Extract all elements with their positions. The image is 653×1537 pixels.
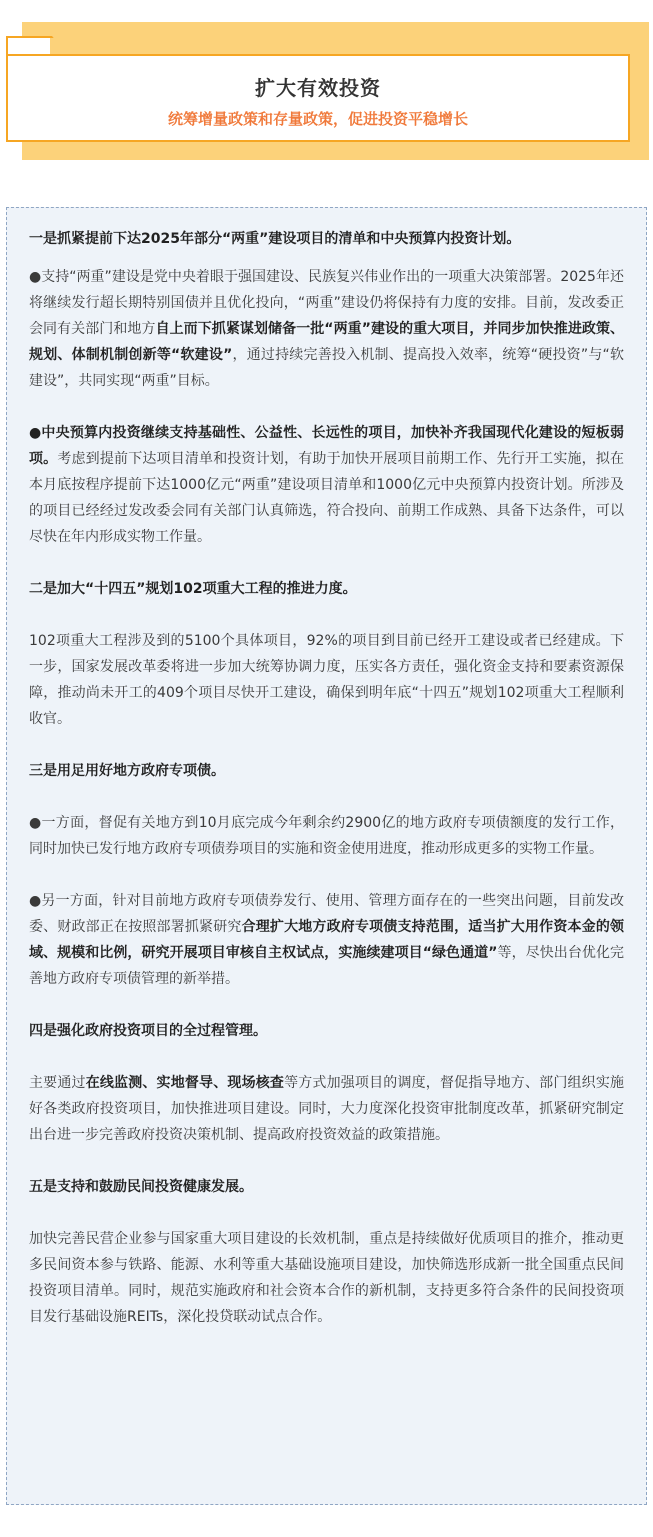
section-1-paragraph-1: ●支持“两重”建设是党中央着眼于强国建设、民族复兴伟业作出的一项重大决策部署。2025年还将继续发行超长期特别国债并且优化投向，“两重”建设仍将保持有力度的安排。目前，发改委正会同有关部门和地方自上而下抓紧谋划储备一批“两重”建设的重大项目，并同步加快推进政策、规划、体制机制创新等“软建设”，通过持续完善投入机制、提高投入效率，统筹“硬投资”与“软建设”，共同实现“两重”目标。 bbox=[29, 269, 625, 389]
section-4-heading: 四是强化政府投资项目的全过程管理。 bbox=[29, 1023, 267, 1039]
section-4-paragraph-1: 主要通过在线监测、实地督导、现场核查等方式加强项目的调度，督促指导地方、部门组织实施好各类政府投资项目，加快推进项目建设。同时，大力度深化投资审批制度改革，抓紧研究制定出台进一步完善政府投资决策机制、提高政府投资效益的政策措施。 bbox=[29, 1075, 625, 1143]
section-1-paragraph-2: ●中央预算内投资继续支持基础性、公益性、长远性的项目，加快补齐我国现代化建设的短板弱项。考虑到提前下达项目清单和投资计划，有助于加快开展项目前期工作、先行开工实施，拟在本月底按程序提前下达1000亿元“两重”建设项目清单和1000亿元中央预算内投资计划。所涉及的项目已经经过发改委会同有关部门认真筛选，符合投向、前期工作成熟、具备下达条件，可以尽快在年内形成实物工作量。 bbox=[29, 425, 624, 545]
header-tab-decoration bbox=[6, 36, 50, 56]
article-body bbox=[6, 207, 647, 1505]
section-3-paragraph-1: ●一方面，督促有关地方到10月底完成今年剩余约2900亿的地方政府专项债额度的发行工作，同时加快已发行地方政府专项债券项目的实施和资金使用进度，推动形成更多的实物工作量。 bbox=[29, 815, 624, 857]
page-title: 扩大有效投资 bbox=[255, 76, 381, 100]
section-5-paragraph-1: 加快完善民营企业参与国家重大项目建设的长效机制，重点是持续做好优质项目的推介，推动更多民间资本参与铁路、能源、水利等重大基础设施项目建设，加快筛选形成新一批全国重点民间投资项目清单。同时，规范实施政府和社会资本合作的新机制，支持更多符合条件的民间投资项目发行基础设施REITs，深化投贷联动试点合作。 bbox=[29, 1231, 624, 1325]
section-3-heading: 三是用足用好地方政府专项债。 bbox=[29, 763, 225, 779]
section-2-heading: 二是加大“十四五”规划102项重大工程的推进力度。 bbox=[29, 581, 357, 597]
bold-text: 合理扩大地方政府专项债支持范围，适当扩大用作资本金的领域、规模和比例，研究开展项目审核自主权试点，实施续建项目“绿色通道” bbox=[29, 919, 624, 961]
section-3-paragraph-2: ●另一方面，针对目前地方政府专项债券发行、使用、管理方面存在的一些突出问题，目前发改委、财政部正在按照部署抓紧研究合理扩大地方政府专项债支持范围，适当扩大用作资本金的领域、规模和比例，研究开展项目审核自主权试点，实施续建项目“绿色通道”等，尽快出台优化完善地方政府专项债管理的新举措。 bbox=[29, 893, 625, 987]
section-5-heading: 五是支持和鼓励民间投资健康发展。 bbox=[29, 1179, 253, 1195]
header-banner bbox=[0, 0, 653, 165]
section-1-heading: 一是抓紧提前下达2025年部分“两重”建设项目的清单和中央预算内投资计划。 bbox=[29, 231, 521, 247]
bold-text: 自上而下抓紧谋划储备一批“两重”建设的重大项目，并同步加快推进政策、规划、体制机制创新等“软建设” bbox=[29, 321, 625, 363]
bold-text: ●中央预算内投资继续支持基础性、公益性、长远性的项目，加快补齐我国现代化建设的短板弱项。 bbox=[29, 425, 624, 467]
section-2-paragraph-1: 102项重大工程涉及到的5100个具体项目，92%的项目到目前已经开工建设或者已经建成。下一步，国家发展改革委将进一步加大统筹协调力度，压实各方责任，强化资金支持和要素资源保障，推动尚未开工的409个项目尽快开工建设，确保到明年底“十四五”规划102项重大工程顺利收官。 bbox=[29, 633, 624, 727]
bold-text: 在线监测、实地督导、现场核查 bbox=[85, 1075, 285, 1091]
page-subtitle: 统筹增量政策和存量政策，促进投资平稳增长 bbox=[167, 110, 468, 128]
